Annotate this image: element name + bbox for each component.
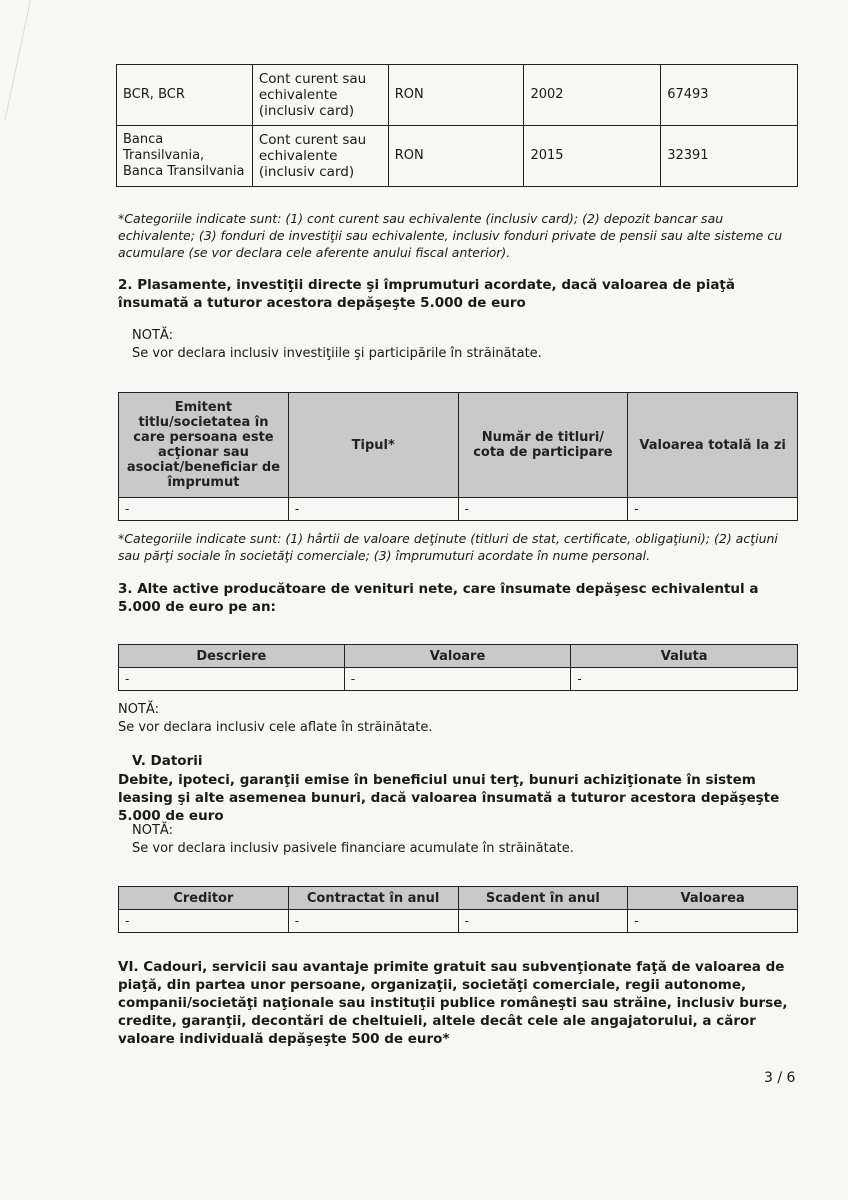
cell: - [628,910,798,933]
col-value: Valoare [344,645,571,668]
cell: - [288,910,458,933]
cell: - [344,668,571,691]
page-number: 3 / 6 [764,1070,796,1086]
section6-title: VI. Cadouri, servicii sau avantaje primite gratuit sau subvenţionate faţă de valoarea de piaţă, din partea unor persoane, organizaţii, societăţi comerciale, regii autonome, companii/societăţi naţionale sau instituţii publice româneşti sau străine, inclusiv burse, credite, garanţii, decontări de cheltuieli, altele decât cele ale angajatorului, a căror valoare individuală depăşeşte 500 de euro* [118,959,788,1047]
categories-note: *Categoriile indicate sunt: (1) cont curent sau echivalente (inclusiv card); (2) depozit bancar sau echivalente; (3) fonduri de investiţii sau echivalente, inclusiv fonduri private de pensii sau alte sisteme cu acumulare (se vor declara cele aferente anului fiscal anterior). [118,211,783,260]
accounts-table [116,64,798,187]
bank-name: Banca Transilvania, Banca Transilvania [117,126,253,187]
table-row [117,65,798,126]
section5-title: V. Datorii [132,753,203,769]
col-count: Număr de titluri/ cota de participare [458,393,628,498]
col-currency: Valuta [571,645,798,668]
table-row [119,668,798,691]
cell: - [458,910,628,933]
other-assets-table [118,644,798,691]
table-header-row [119,887,798,910]
section2-note: *Categoriile indicate sunt: (1) hârtii de valoare deţinute (titluri de stat, certificate, obligaţiuni); (2) acţiuni sau părţi sociale în societăţi comerciale; (3) împrumuturi acordate în nume personal. [118,531,778,563]
col-creditor: Creditor [119,887,289,910]
table-header-row [119,393,798,498]
cell: - [571,668,798,691]
bank-name: BCR, BCR [117,65,253,126]
table-row [119,498,798,521]
investments-table [118,392,798,521]
section5-subtitle: Debite, ipoteci, garanţii emise în beneficiul unui terţ, bunuri achiziţionate în sistem leasing şi alte asemenea bunuri, dacă valoarea însumată a tuturor acestora depăşeşte 5.000 de euro [118,772,780,824]
section2-title: 2. Plasamente, investiţii directe şi împrumuturi acordate, dacă valoarea de piaţă însumată a tuturor acestora depăşeşte 5.000 de euro [118,277,735,311]
cell: - [119,498,289,521]
table-header-row [119,645,798,668]
account-category: Cont curent sau echivalente (inclusiv card) [252,65,388,126]
cell: - [119,910,289,933]
cell: - [458,498,628,521]
account-category: Cont curent sau echivalente (inclusiv card) [252,126,388,187]
table-row [117,126,798,187]
currency: RON [388,126,524,187]
col-total: Valoarea totală la zi [628,393,798,498]
cell: - [119,668,345,691]
section5-nota-label: NOTĂ: [132,823,173,838]
debts-table [118,886,798,933]
scan-edge [0,0,31,120]
year-opened: 2015 [524,126,661,187]
balance: 67493 [661,65,798,126]
section3-title: 3. Alte active producătoare de venituri nete, care însumate depăşesc echivalentul a 5.000 de euro pe an: [118,581,759,615]
section2-nota-label: NOTĂ: [132,328,173,343]
cell: - [628,498,798,521]
col-description: Descriere [119,645,345,668]
balance: 32391 [661,126,798,187]
table-row [119,910,798,933]
section2-nota-text: Se vor declara inclusiv investiţiile şi participările în străinătate. [132,346,542,361]
col-issuer: Emitent titlu/societatea în care persoana este acţionar sau asociat/beneficiar de împrumut [119,393,289,498]
currency: RON [388,65,524,126]
section3-nota-text: Se vor declara inclusiv cele aflate în străinătate. [118,720,433,735]
year-opened: 2002 [524,65,661,126]
col-type: Tipul* [288,393,458,498]
col-contracted-year: Contractat în anul [288,887,458,910]
section3-nota-label: NOTĂ: [118,702,159,717]
section5-nota-text: Se vor declara inclusiv pasivele financiare acumulate în străinătate. [132,841,574,856]
col-amount: Valoarea [628,887,798,910]
cell: - [288,498,458,521]
col-due-year: Scadent în anul [458,887,628,910]
